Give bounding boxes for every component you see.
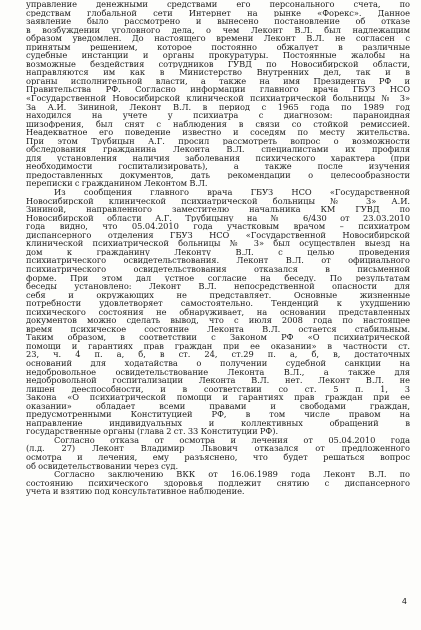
text-line: судебные инстанции и органы прокуратуры. Постоянные жалобы на	[26, 51, 410, 60]
text-line: лишен дееспособности, и в соответствии со ст. 5 п. 1, 3	[26, 384, 410, 394]
text-line: Согласно заключению ВКК от 16.06.1989 года Леконт В.Л. по	[54, 470, 410, 479]
text-line: потребности удовлетворяет самостоятельно. Тенденций к ухудшению	[26, 299, 410, 308]
text-line: «Государственной Новосибирской клинической психиатрической больницы № 3»	[26, 94, 410, 103]
text-line: в возбуждении уголовного дела, о чем Леконт В.Л. был надлежащим	[26, 25, 410, 35]
text-line: Закона «О психиатрической помощи и гарантиях прав граждан при ее	[26, 393, 410, 402]
text-line: образом уведомлен. До настоящего времени Леконт В.Л. не согласен с	[26, 34, 410, 43]
text-line: беседы установлено: Леконт В.Л. непосредственной опасности для	[26, 282, 410, 291]
text-line: клинической психиатрической больницы № 3» был осуществлен выезд на	[26, 239, 410, 248]
text-line: документов можно сделать вывод, что с июля 2008 года по настоящее	[26, 316, 410, 325]
text-line: года видно, что 05.04.2010 года участковым врачом – психиатром	[26, 222, 410, 231]
text-line: осмотра и лечения, ему разъяснено, что будет решаться вопрос	[26, 452, 410, 462]
text-line: принятым решением, которое постоянно обжалует в различные	[26, 42, 410, 52]
text-line: психического состояния не обнаруживает, на основании представленных	[26, 307, 410, 317]
document-body-text	[26, 0, 410, 496]
text-line: средствам глобальной сети Интернет на рынке «Форекс». Данное	[26, 8, 410, 18]
text-line: За А.И. Зининой, Леконт В.Л. в период с 1965 года по 1989 год	[26, 102, 410, 112]
text-line: недобровольной госпитализации Леконта В.Л. нет. Леконт В.Л. не	[26, 376, 410, 385]
text-line: возможные бездействия сотрудников ГУВД по Новосибирской области,	[26, 59, 410, 69]
text-line: Таким образом, в соответствии с Законом РФ «О психиатрической	[26, 333, 410, 342]
text-line: направление индивидуальных и коллективных обращений в	[26, 418, 410, 428]
text-line: Согласно отказа от осмотра и лечения от 05.04.2010 года	[54, 435, 410, 445]
text-line: оказании» обладает всеми правами и свободами граждан,	[26, 401, 410, 411]
text-line: обследования гражданина Леконта В.Л. специалистами их профиля	[26, 145, 410, 154]
text-line: дом к гражданину Леконту В.Л. с целью проведения	[26, 247, 410, 257]
text-line: помощи и гарантиях прав граждан при ее оказании» в частности ст.	[26, 341, 410, 351]
text-line: об освидетельствовании через суд.	[26, 461, 179, 471]
text-line: Неадекватное его поведение известно и соседям по месту жительства.	[26, 128, 410, 137]
text-line: органы исполнительной власти, а также на имя Президента РФ и	[26, 76, 410, 86]
text-line: переписки с гражданином Леконтом В.Л.	[26, 179, 208, 189]
text-line: психиатрического освидетельствования отказался в письменной	[26, 264, 410, 274]
text-line: время психическое состояние Леконта В.Л. остается стабильным.	[26, 324, 410, 334]
text-line: Правительства РФ. Согласно информации главного врача ГБУЗ НСО	[26, 85, 410, 95]
text-line: Из сообщения главного врача ГБУЗ НСО «Государственной	[54, 188, 410, 197]
text-line: государственные органы (глава 2 ст. 33 Конституции РФ).	[26, 427, 279, 436]
text-line: предоставленных документов, дать рекомендации о целесообразности	[26, 170, 410, 180]
text-line: Новосибирской клинической психиатрической больницы № 3» А.И.	[26, 196, 410, 206]
text-line: находился на учете у психиатра с диагнозом: параноидная	[26, 111, 410, 120]
text-line: оснований для ходатайства о получении судебной санкции на	[26, 358, 410, 368]
text-line: Зининой, направленного заместителю начальника КМ ГУВД по	[26, 205, 410, 214]
text-line: необходимости госпитализировать), а также после изучения	[26, 162, 410, 171]
text-line: психиатрического освидетельствования. Леконт В.Л. от официального	[26, 256, 410, 265]
text-line: для установления наличия заболевания психического характера (при	[26, 153, 410, 163]
text-line: недобровольное освидетельствование Леконта В.Л., а также для	[26, 367, 410, 377]
text-line: управление денежными средствами его персонального счета, по	[26, 0, 410, 9]
text-line: шизофрения, был снят с наблюдения в связи со стойкой ремиссией.	[26, 119, 410, 129]
text-line: направляются им как в Министерство Внутренних дел, так и в	[26, 68, 410, 77]
text-line: 23, ч. 4 п. а, б, в ст. 24, ст.29 п. а, б, в, достаточных	[26, 350, 410, 359]
text-line: диспансерного отделения ГБУЗ НСО «Государственной Новосибирской	[26, 230, 410, 240]
text-line: заявление было рассмотрено и вынесено постановление об отказе	[26, 17, 410, 26]
text-line: форме. При этом дал устное согласие на беседу. По результатам	[26, 273, 410, 283]
text-line: Новосибирской области А.Г. Трубицыну на № 6/430 от 23.03.2010	[26, 213, 410, 223]
text-line: состоянию психического здоровья подлежит снятию с диспансерного	[26, 478, 410, 488]
text-line: При этом Трубицын А.Г. просил рассмотреть вопрос о возможности	[26, 136, 410, 146]
page-number: 4	[401, 597, 407, 606]
text-line: (л.д. 27) Леконт Владимир Львович отказался от предложенного	[26, 444, 410, 453]
text-line: учета и взятию под консультативное наблюдение.	[26, 487, 245, 496]
text-line: себя и окружающих не представляет. Основные жизненные	[26, 290, 410, 300]
text-line: предусмотренными Конституцией РФ, в том числе правом на	[26, 410, 410, 419]
